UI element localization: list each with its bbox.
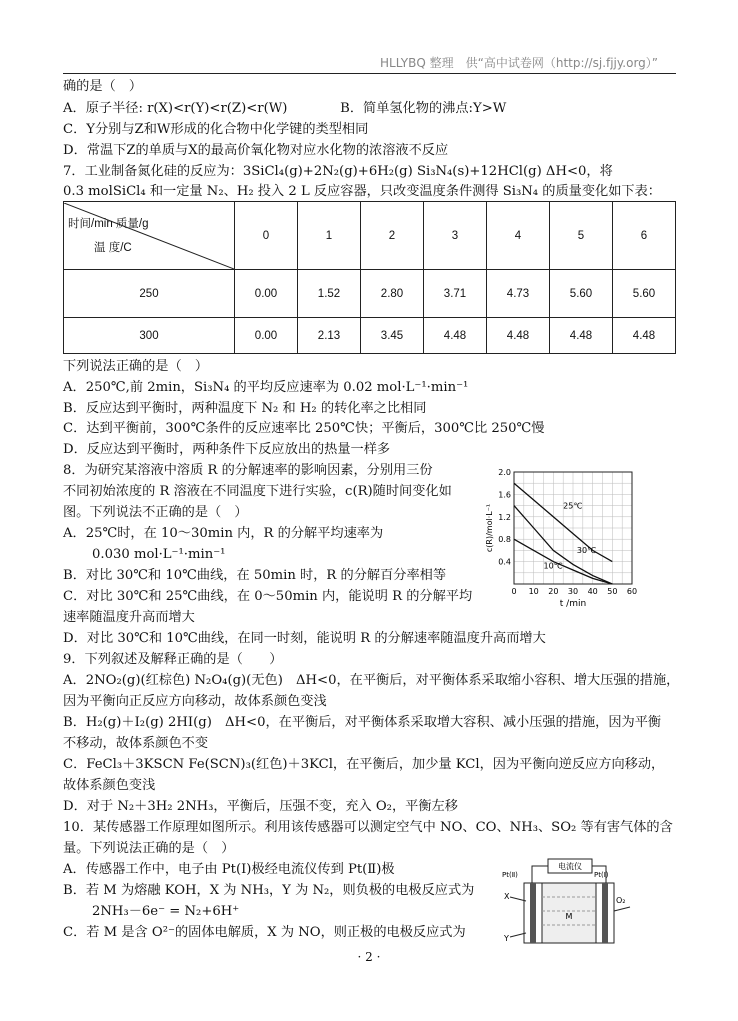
header-temp-label: 温 度/C <box>94 241 132 254</box>
meter-label: 电流仪 <box>558 862 582 871</box>
question-9-stem: 9．下列叙述及解释正确的是（ ） <box>63 652 283 667</box>
question-7-prompt: 下列说法正确的是（ ） <box>63 359 209 374</box>
inlet-label: X <box>504 892 510 901</box>
y-tick-label: 1.2 <box>498 512 511 522</box>
sensor-diagram <box>502 857 632 949</box>
option-c: C．达到平衡前，300℃条件的反应速率比 250℃快；平衡后，300℃比 250℃慢 <box>63 421 545 436</box>
option-a-cont: 0.030 mol·L⁻¹·min⁻¹ <box>92 547 226 562</box>
table-cell: 2.80 <box>361 270 424 318</box>
x-tick-label: 20 <box>548 587 559 596</box>
right-electrode <box>602 883 608 943</box>
electrolyte-label: M <box>565 912 573 921</box>
table-cell: 1.52 <box>298 270 361 318</box>
diagonal-header-cell <box>64 203 234 269</box>
x-tick-label: 0 <box>511 587 517 596</box>
right-electrode-label: Pt(Ⅰ) <box>594 871 609 879</box>
x-tick-label: 60 <box>626 587 638 596</box>
series-label: 10℃ <box>543 561 563 571</box>
option-d: D．对比 30℃和 10℃曲线，在同一时刻，能说明 R 的分解速率随温度升高而增大 <box>63 631 546 646</box>
oxygen-arrow <box>614 907 630 911</box>
text-line: A．原子半径: r(X)<r(Y)<r(Z)<r(W) B．简单氢化物的沸点:Y>W <box>63 101 507 116</box>
option-c: C．FeCl₃＋3KSCN Fe(SCN)₃(红色)＋3KCl，在平衡后，加少量 KCl，因为平衡向逆反应方向移动， <box>63 757 665 772</box>
diagonal-line <box>64 203 234 269</box>
y-tick-label: 2.0 <box>498 468 511 477</box>
table-row <box>64 318 676 354</box>
x-tick-label: 30 <box>567 587 579 596</box>
table-cell: 3.45 <box>361 318 424 354</box>
table-header-cell: 1 <box>298 202 361 270</box>
table-cell: 2.13 <box>298 318 361 354</box>
table-header-cell: 5 <box>550 202 613 270</box>
y-tick-label: 0.4 <box>498 557 511 567</box>
question-7-stem: 0.3 molSiCl₄ 和一定量 N₂、H₂ 投入 2 L 反应容器，只改变温度条件测得 Si₃N₄ 的质量变化如下表： <box>63 184 661 199</box>
option-b: B．H₂(g)＋I₂(g) 2HI(g) ΔH<0，在平衡后，对平衡体系采取增大容积、减小压强的措施，因为平衡 <box>63 715 662 730</box>
question-8-stem: 图。下列说法不正确的是（ ） <box>63 505 248 520</box>
table-header-row <box>64 202 676 270</box>
page-number: · 2 · <box>357 950 381 964</box>
question-10-stem: 10．某传感器工作原理如图所示。利用该传感器可以测定空气中 NO、CO、NH₃、SO₂ 等有害气体的含 <box>63 820 673 835</box>
concentration-chart <box>484 464 644 614</box>
x-tick-label: 10 <box>528 587 539 596</box>
table-cell: 3.71 <box>424 270 487 318</box>
left-electrode-label: Pt(Ⅱ) <box>502 871 518 879</box>
series-label: 25℃ <box>563 501 583 511</box>
y-tick-label: 0.8 <box>498 535 511 545</box>
outlet-label: Y <box>504 934 509 943</box>
table-header-cell: 0 <box>235 202 298 270</box>
left-electrode <box>530 883 536 943</box>
table-cell: 250 <box>64 270 235 318</box>
option-b-cont: 2NH₃－6e⁻ = N₂+6H⁺ <box>92 904 240 919</box>
table-cell: 300 <box>64 318 235 354</box>
table-header-cell: 4 <box>487 202 550 270</box>
option-c: C．对比 30℃和 25℃曲线，在 0～50min 内，能说明 R 的分解平均 <box>63 589 473 604</box>
question-10-stem: 量。下列说法正确的是（ ） <box>63 841 235 856</box>
x-axis-label: t /min <box>559 599 587 609</box>
option-c: C．若 M 是含 O²⁻的固体电解质，X 为 NO，则正极的电极反应式为 <box>63 925 466 940</box>
option-a: A．传感器工作中，电子由 Pt(Ⅰ)极经电流仪传到 Pt(Ⅱ)极 <box>63 862 395 877</box>
table-cell: 4.48 <box>487 318 550 354</box>
option-d: D．对于 N₂＋3H₂ 2NH₃，平衡后，压强不变，充入 O₂，平衡左移 <box>63 799 458 814</box>
option-a-cont: 因为平衡向正反应方向移动，故体系颜色变浅 <box>63 694 327 709</box>
data-table <box>63 201 676 354</box>
table-cell: 4.48 <box>613 318 676 354</box>
y-tick-label: 1.6 <box>498 490 511 500</box>
header-rule <box>63 73 676 74</box>
option-d: D．反应达到平衡时，两种条件下反应放出的热量一样多 <box>63 442 391 457</box>
table-row <box>64 270 676 318</box>
table-cell: 0.00 <box>235 318 298 354</box>
series-label: 30℃ <box>576 546 597 556</box>
option-b: B．若 M 为熔融 KOH，X 为 NH₃，Y 为 N₂，则负极的电极反应式为 <box>63 883 475 898</box>
oxygen-label: O₂ <box>616 896 626 905</box>
table-cell: 5.60 <box>550 270 613 318</box>
option-b: B．反应达到平衡时，两种温度下 N₂ 和 H₂ 的转化率之比相同 <box>63 401 427 416</box>
table-header-cell: 6 <box>613 202 676 270</box>
question-8-stem: 8．为研究某溶液中溶质 R 的分解速率的影响因素，分别用三份 <box>63 463 433 478</box>
table-cell: 4.73 <box>487 270 550 318</box>
option-b-cont: 不移动，故体系颜色不变 <box>63 736 209 751</box>
question-8-stem: 不同初始浓度的 R 溶液在不同温度下进行实验，c(R)随时间变化如 <box>63 484 452 499</box>
table-cell: 4.48 <box>550 318 613 354</box>
table-cell: 5.60 <box>613 270 676 318</box>
table-header-cell: 3 <box>424 202 487 270</box>
text-line: 确的是（ ） <box>63 79 143 94</box>
wire-left <box>532 866 548 883</box>
option-a: A．25℃时，在 10～30min 内，R 的分解平均速率为 <box>63 526 384 541</box>
header-mass-label: 时间/min 质量/g <box>68 217 149 230</box>
question-7-stem: 7．工业制备氮化硅的反应为：3SiCl₄(g)+2N₂(g)+6H₂(g) Si₃N₄(s)+12HCl(g) ΔH<0，将 <box>63 164 613 179</box>
text-line: C．Y分别与Z和W形成的化合物中化学键的类型相同 <box>63 122 369 137</box>
table-cell: 0.00 <box>235 270 298 318</box>
option-a: A．2NO₂(g)(红棕色) N₂O₄(g)(无色) ΔH<0，在平衡后，对平衡体系采取缩小容积、增大压强的措施， <box>63 673 680 688</box>
table-header-cell: 2 <box>361 202 424 270</box>
option-c-cont: 故体系颜色变浅 <box>63 778 156 793</box>
page-header: HLLYBQ 整理 供“高中试卷网（http://sj.fjjy.org）” <box>380 56 658 70</box>
table-cell: 4.48 <box>424 318 487 354</box>
text-line: D．常温下Z的单质与X的最高价氧化物对应水化物的浓溶液不反应 <box>63 143 449 158</box>
option-c-cont: 速率随温度升高而增大 <box>63 610 195 625</box>
option-b: B．对比 30℃和 10℃曲线，在 50min 时，R 的分解百分率相等 <box>63 568 447 583</box>
option-a: A．250℃,前 2min，Si₃N₄ 的平均反应速率为 0.02 mol·L⁻¹·min⁻¹ <box>63 380 469 395</box>
x-tick-label: 50 <box>607 587 618 596</box>
y-axis-label: c(R)/mol·L⁻¹ <box>485 503 494 553</box>
x-tick-label: 40 <box>587 587 598 596</box>
